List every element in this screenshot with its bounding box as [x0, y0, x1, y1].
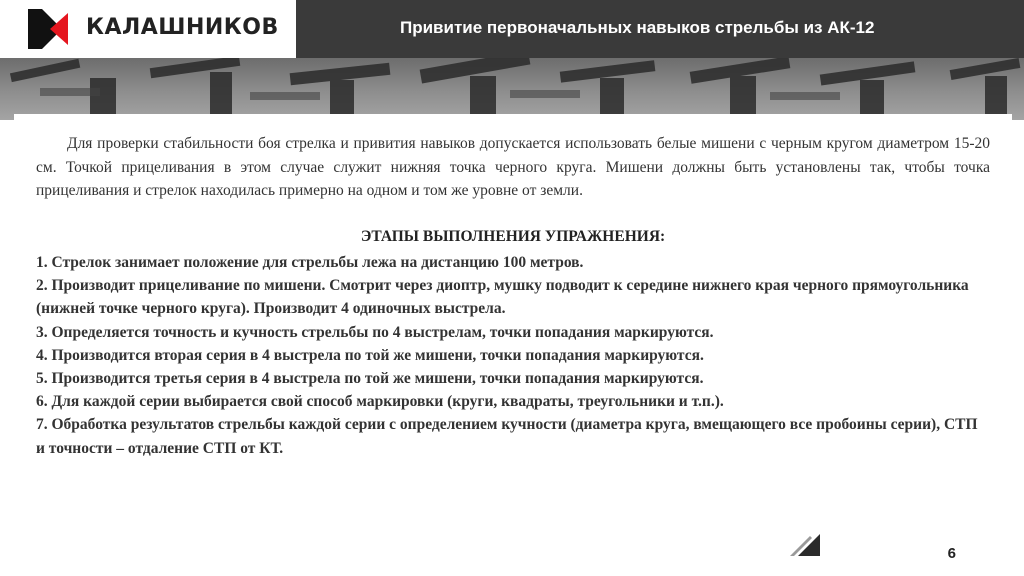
steps-list [36, 251, 990, 460]
list-item: 6. Для каждой серии выбирается свой способ маркировки (круги, квадраты, треугольники и т.п.). [36, 393, 724, 411]
list-item: 5. Производится третья серия в 4 выстрела по той же мишени, точки попадания маркируются. [36, 370, 704, 388]
list-item: 4. Производится вторая серия в 4 выстрела по той же мишени, точки попадания маркируются. [36, 346, 704, 364]
logo-container [0, 0, 296, 58]
logo-text: КАЛАШНИКОВ [86, 15, 279, 40]
intro-paragraph: Для проверки стабильности боя стрелка и привития навыков допускается использовать белые мишени с черным кругом диаметром 15-20 см. Точкой прицеливания в этом случае служит нижняя точка черного круга. Мишени должны быть установлены так, чтобы точка прицеливания и стрелок находилась примерно на одном и том же уровне от земли. [36, 135, 990, 199]
header-bar [0, 0, 1024, 58]
slide-title: Привитие первоначальных навыков стрельбы из АК-12 [400, 18, 875, 37]
page-number: 6 [947, 545, 956, 562]
kalashnikov-logo-icon [28, 9, 68, 49]
stages-heading: ЭТАПЫ ВЫПОЛНЕНИЯ УПРАЖНЕНИЯ: [360, 228, 666, 245]
rifles-silhouette-image [0, 58, 1024, 120]
list-item: 3. Определяется точность и кучность стрельбы по 4 выстрелам, точки попадания маркируются. [36, 323, 714, 341]
list-item: 2. Производит прицеливание по мишени. Смотрит через диоптр, мушку подводит к середине нижнего края черного прямоугольника (нижней точке черного круга). Производит 4 одиночных выстрела. [36, 277, 969, 318]
rifles-banner-image [0, 58, 1024, 120]
corner-decoration-icon [780, 534, 820, 556]
list-item: 7. Обработка результатов стрельбы каждой серии с определением кучности (диаметра круга, вмещающего все пробоины серии), СТП и точности – отдаление СТП от КТ. [36, 416, 978, 457]
list-item: 1. Стрелок занимает положение для стрельбы лежа на дистанцию 100 метров. [36, 254, 584, 271]
content-panel [14, 114, 1012, 554]
